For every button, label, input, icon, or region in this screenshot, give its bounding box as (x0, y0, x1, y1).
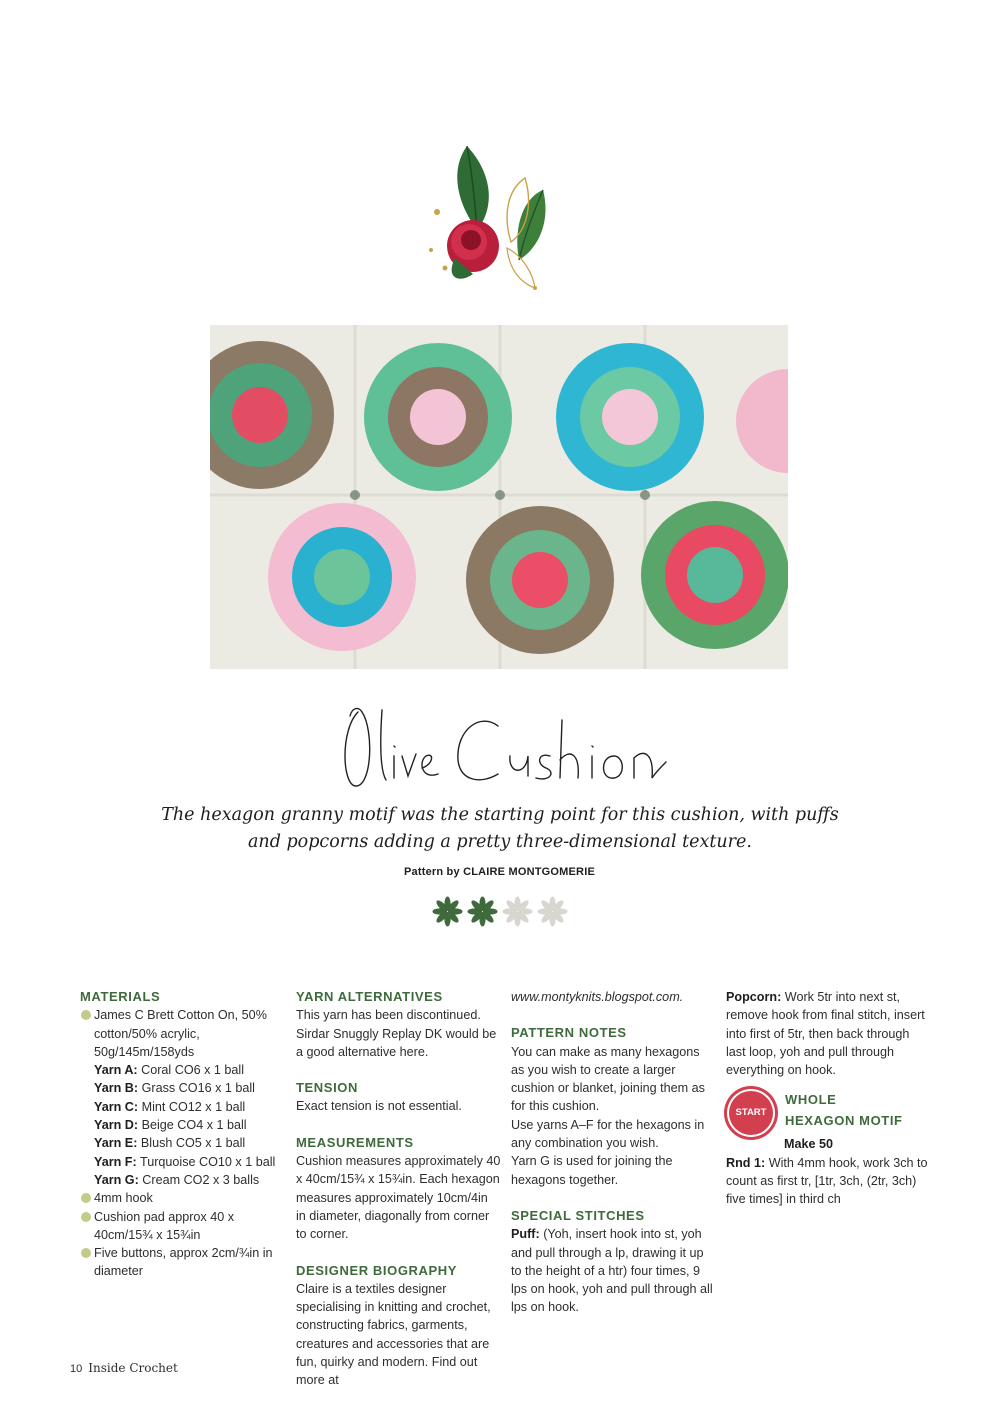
materials-hook: 4mm hook (80, 1189, 285, 1207)
publication-name: Inside Crochet (88, 1361, 178, 1375)
yarn-label: Yarn D: (94, 1118, 139, 1133)
yarn-label: Yarn C: (94, 1099, 139, 1114)
yarn-alternatives-text: This yarn has been discontinued. Sirdar Snuggly Replay DK would be a good alternative here. (296, 1008, 497, 1059)
yarn-item (94, 1153, 285, 1171)
star-empty-icon (537, 896, 568, 927)
yarn-item (94, 1116, 285, 1134)
difficulty-rating (432, 896, 572, 930)
designer-website-link[interactable]: www.montyknits.blogspot.com. (511, 990, 684, 1004)
designer-name: CLAIRE MONTGOMERIE (463, 866, 595, 878)
tension-heading: TENSION (296, 1080, 358, 1096)
yarn-value: Cream CO2 x 3 balls (142, 1172, 260, 1187)
page-footer (70, 1361, 178, 1375)
yarn-label: Yarn A: (94, 1063, 138, 1078)
crochet-hexagons-photo (210, 325, 788, 669)
column-2 (296, 988, 501, 1390)
materials-buttons: Five buttons, approx 2cm/¾in in diameter (80, 1244, 285, 1281)
designer-biography-text: Claire is a textiles designer specialising in knitting and crochet, constructing fabrics, garments, creatures and accessories that are fun, quirky and modern. Find out more at (296, 1281, 491, 1388)
yarn-value: Coral CO6 x 1 ball (141, 1063, 245, 1078)
yarn-item (94, 1061, 285, 1079)
yarn-list (80, 1061, 285, 1189)
yarn-value: Beige CO4 x 1 ball (141, 1118, 247, 1133)
measurements-heading: MEASUREMENTS (296, 1134, 414, 1150)
column-1 (80, 988, 285, 1281)
yarn-item (94, 1098, 285, 1116)
pattern-notes-heading: PATTERN NOTES (511, 1025, 627, 1041)
intro-text: The hexagon granny motif was the starting point for this cushion, with puffs and popcorns adding a pretty three-dimensional texture. (161, 805, 839, 852)
yarn-label: Yarn F: (94, 1154, 137, 1169)
star-empty-icon (502, 896, 533, 927)
yarn-value: Grass CO16 x 1 ball (141, 1081, 255, 1096)
motif-heading-line2: HEXAGON MOTIF (785, 1112, 903, 1128)
yarn-item (94, 1134, 285, 1152)
pattern-note: Use yarns A–F for the hexagons in any combination you wish. (511, 1117, 705, 1151)
measurements-text: Cushion measures approximately 40 x 40cm/15¾ x 15¾in. Each hexagon measures approximately 10cm/4in in diameter, diagonally from corner to corner. (296, 1154, 501, 1242)
yarn-value: Turquoise CO10 x 1 ball (139, 1154, 276, 1169)
materials-yarn-line: James C Brett Cotton On, 50% cotton/50% acrylic, 50g/145m/158yds (80, 1006, 285, 1061)
motif-header (726, 1089, 931, 1137)
start-badge: START (727, 1089, 775, 1137)
yarn-value: Mint CO12 x 1 ball (141, 1099, 246, 1114)
column-4 (726, 988, 931, 1209)
motif-heading-line1: WHOLE (785, 1092, 837, 1108)
byline (0, 866, 999, 878)
motif-make-count: Make 50 (784, 1137, 834, 1152)
title-script (330, 690, 670, 800)
popcorn-label: Popcorn: (726, 990, 782, 1004)
pattern-notes (511, 1043, 716, 1189)
puff-label: Puff: (511, 1227, 540, 1242)
puff-text: (Yoh, insert hook into st, yoh and pull through a lp, drawing it up to the height of a htr) four times, 9 lps on hook, yoh and pull through all lps on hook. (511, 1227, 713, 1315)
round1-label: Rnd 1: (726, 1155, 766, 1170)
yarn-item (94, 1079, 285, 1097)
yarn-item (94, 1171, 285, 1189)
pattern-note: You can make as many hexagons as you wish to create a larger cushion or blanket, joining them as for this cushion. (511, 1044, 705, 1114)
star-filled-icon (432, 896, 463, 927)
yarn-value: Blush CO5 x 1 ball (140, 1136, 246, 1151)
designer-biography-heading: DESIGNER BIOGRAPHY (296, 1262, 458, 1278)
materials-heading: MATERIALS (80, 989, 161, 1004)
column-3 (511, 988, 716, 1317)
yarn-label: Yarn G: (94, 1172, 139, 1187)
yarn-alternatives-heading: YARN ALTERNATIVES (296, 989, 443, 1004)
pattern-note: Yarn G is used for joining the hexagons together. (511, 1154, 673, 1187)
tension-text: Exact tension is not essential. (296, 1099, 462, 1114)
star-filled-icon (467, 896, 498, 927)
page-number: 10 (70, 1363, 83, 1375)
floral-illustration (415, 138, 585, 298)
materials-pad: Cushion pad approx 40 x 40cm/15¾ x 15¾in (80, 1208, 285, 1245)
byline-prefix: Pattern by (404, 866, 460, 878)
popcorn-text: Work 5tr into next st, remove hook from final stitch, insert into first of 5tr, then back through last loop, yoh and pull through everything on hook. (726, 990, 925, 1078)
round1-text: With 4mm hook, work 3ch to count as first tr, [1tr, 3ch, (2tr, 3ch) five times] in third ch (726, 1155, 928, 1207)
special-stitches-heading: SPECIAL STITCHES (511, 1207, 645, 1223)
yarn-label: Yarn E: (94, 1136, 138, 1151)
yarn-label: Yarn B: (94, 1081, 139, 1096)
